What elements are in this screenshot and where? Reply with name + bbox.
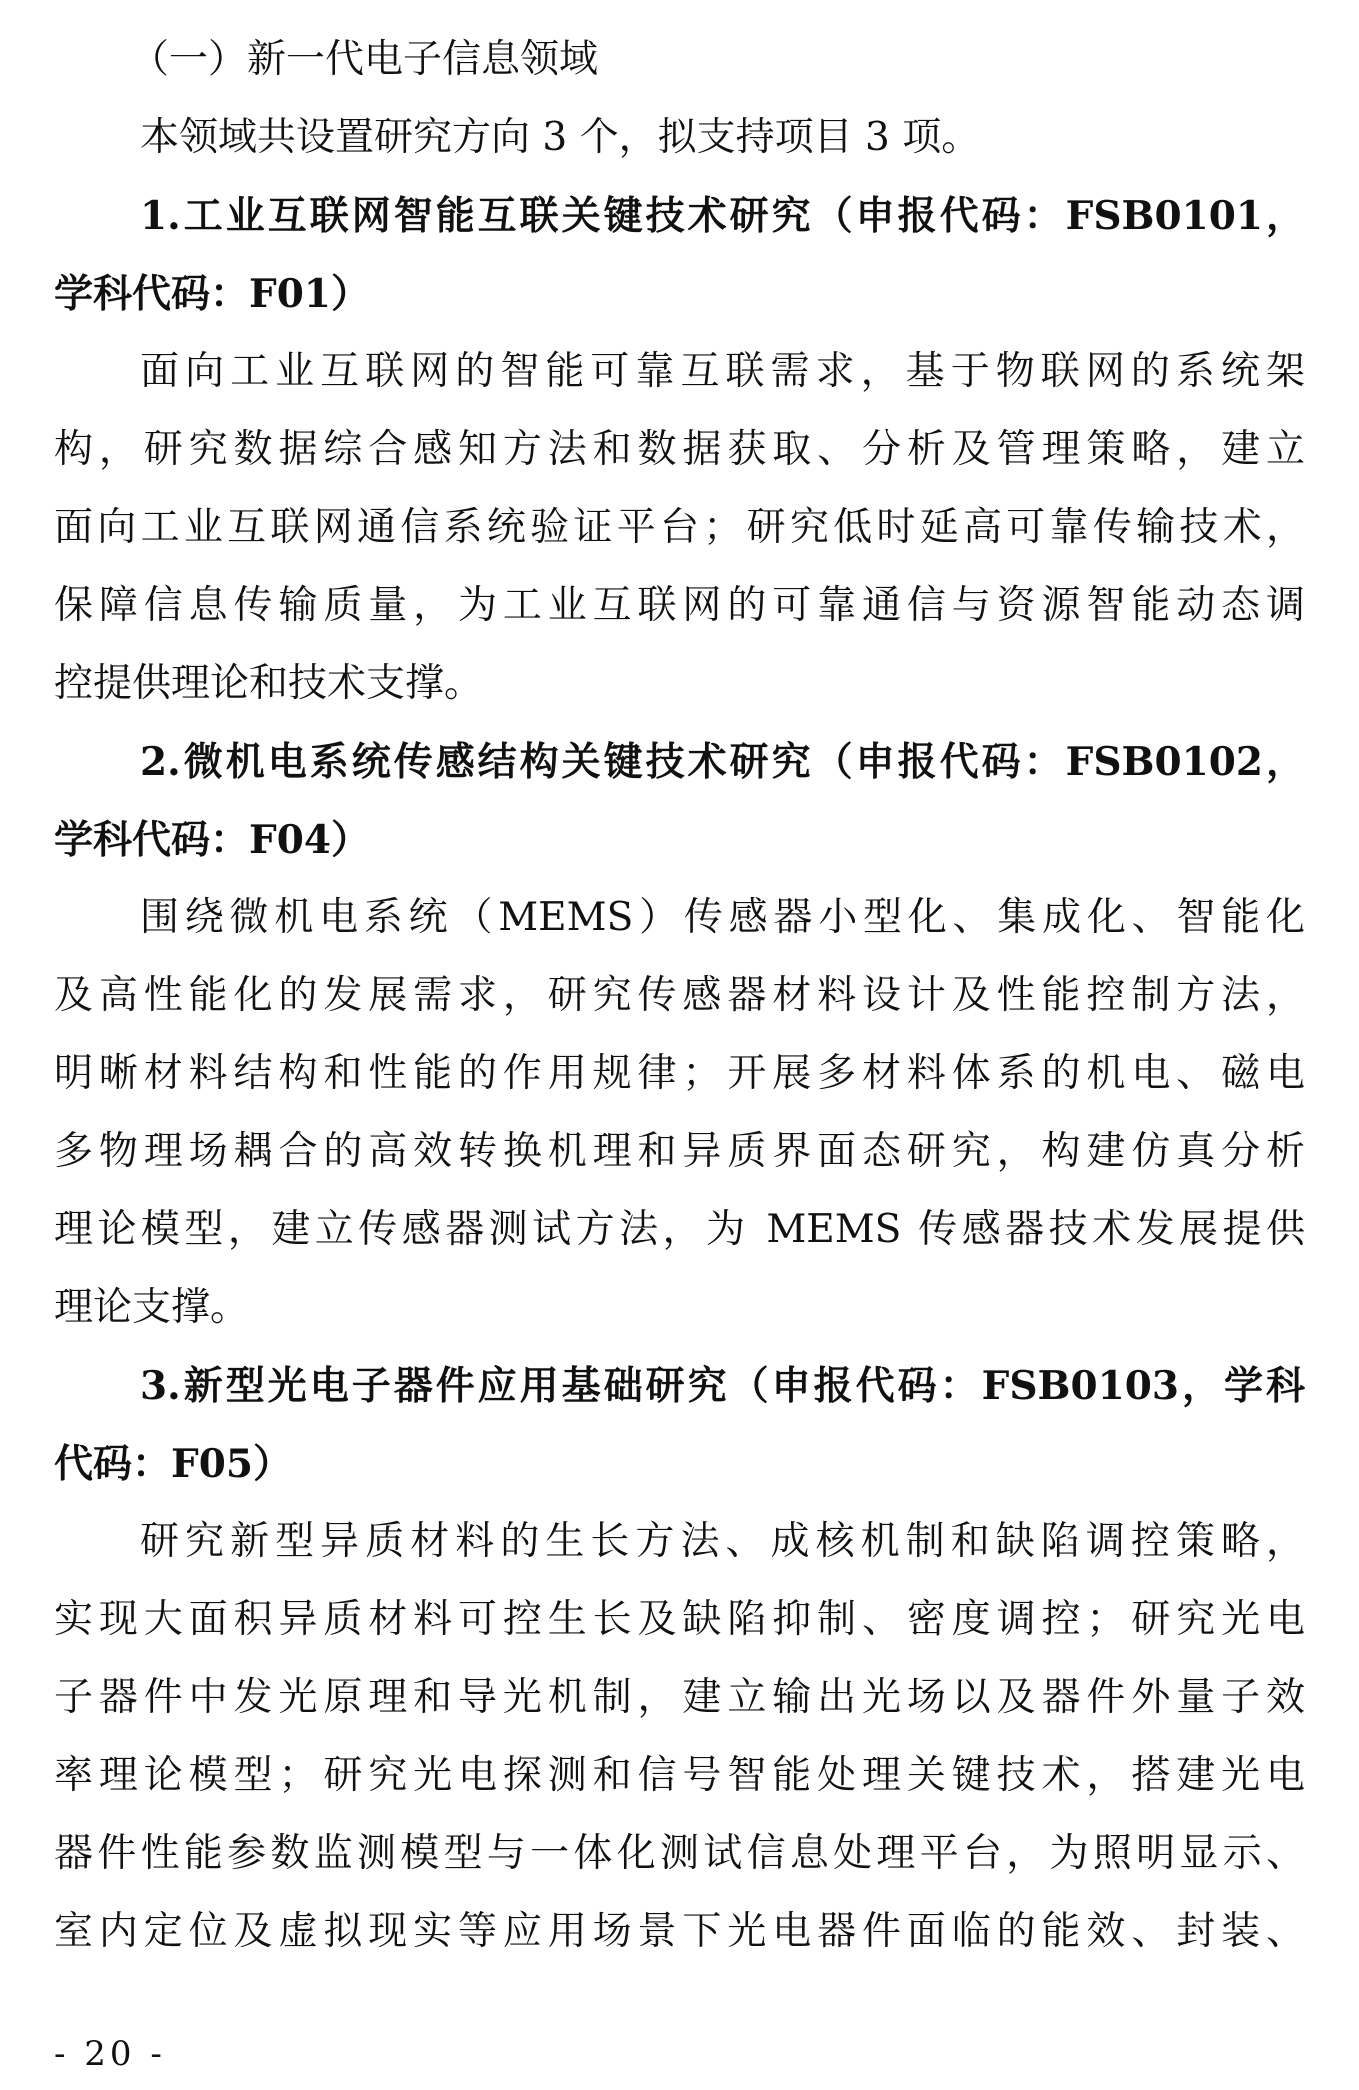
item-1-body-line-3: 面向工业互联网通信系统验证平台；研究低时延高可靠传输技术， bbox=[54, 505, 1305, 550]
item-3-body-line-4: 率理论模型；研究光电探测和信号智能处理关键技术，搭建光电 bbox=[54, 1753, 1305, 1798]
item-3-body-line-2: 实现大面积异质材料可控生长及缺陷抑制、密度调控；研究光电 bbox=[54, 1597, 1305, 1642]
item-3-heading-line-1: 3.新型光电子器件应用基础研究（申报代码：FSB0103，学科 bbox=[140, 1363, 1305, 1409]
item-2-body-line-5: 理论模型，建立传感器测试方法，为 MEMS 传感器技术发展提供 bbox=[54, 1207, 1305, 1252]
item-3-body-line-3: 子器件中发光原理和导光机制，建立输出光场以及器件外量子效 bbox=[54, 1675, 1305, 1720]
item-1-heading-line-1: 1.工业互联网智能互联关键技术研究（申报代码：FSB0101， bbox=[140, 193, 1305, 239]
item-2-body-line-6: 理论支撑。 bbox=[54, 1285, 250, 1330]
item-1-body-line-5: 控提供理论和技术支撑。 bbox=[54, 661, 484, 706]
item-2-heading-line-1: 2.微机电系统传感结构关键技术研究（申报代码：FSB0102， bbox=[140, 739, 1305, 785]
item-3-body-line-6: 室内定位及虚拟现实等应用场景下光电器件面临的能效、封装、 bbox=[54, 1909, 1305, 1954]
item-2-body-line-2: 及高性能化的发展需求，研究传感器材料设计及性能控制方法， bbox=[54, 973, 1305, 1018]
intro-paragraph: 本领域共设置研究方向 3 个，拟支持项目 3 项。 bbox=[140, 115, 981, 160]
item-3-body-line-5: 器件性能参数监测模型与一体化测试信息处理平台，为照明显示、 bbox=[54, 1831, 1305, 1876]
item-2-heading-line-2: 学科代码：F04） bbox=[54, 817, 370, 863]
item-3-heading-line-2: 代码：F05） bbox=[54, 1441, 292, 1487]
page-number: - 20 - bbox=[54, 2034, 166, 2074]
item-2-body-line-4: 多物理场耦合的高效转换机理和异质界面态研究，构建仿真分析 bbox=[54, 1129, 1305, 1174]
item-2-body-line-3: 明晰材料结构和性能的作用规律；开展多材料体系的机电、磁电 bbox=[54, 1051, 1305, 1096]
item-1-body-line-2: 构，研究数据综合感知方法和数据获取、分析及管理策略，建立 bbox=[54, 427, 1305, 472]
item-1-body-line-1: 面向工业互联网的智能可靠互联需求，基于物联网的系统架 bbox=[140, 349, 1305, 394]
item-3-body-line-1: 研究新型异质材料的生长方法、成核机制和缺陷调控策略， bbox=[140, 1519, 1305, 1564]
item-1-heading-line-2: 学科代码：F01） bbox=[54, 271, 370, 317]
item-2-body-line-1: 围绕微机电系统（MEMS）传感器小型化、集成化、智能化 bbox=[140, 895, 1305, 940]
item-1-body-line-4: 保障信息传输质量，为工业互联网的可靠通信与资源智能动态调 bbox=[54, 583, 1305, 628]
section-title: （一）新一代电子信息领域 bbox=[130, 37, 599, 82]
